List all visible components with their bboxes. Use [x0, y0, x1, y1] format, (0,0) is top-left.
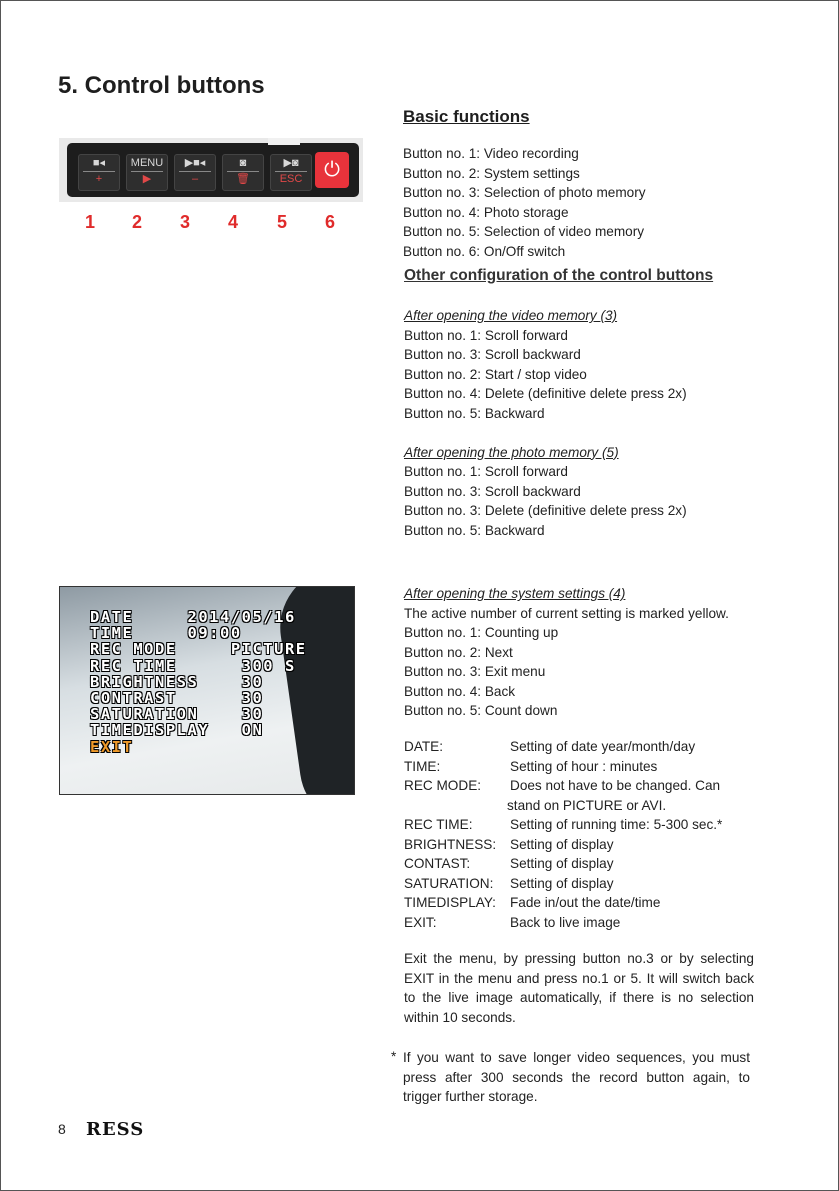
setting-key: TIMEDISPLAY: [404, 895, 496, 910]
photo-memory-icon: ▶◙ [283, 157, 299, 169]
setting-key: SATURATION: [404, 875, 494, 891]
list-item: Button no. 1: Video recording [403, 146, 579, 161]
system-settings-heading: After opening the system settings (4) [404, 586, 626, 601]
setting-key: REC MODE: [404, 778, 482, 793]
list-item: Button no. 4: Back [404, 683, 516, 699]
table-row [404, 913, 764, 933]
spacer [404, 423, 687, 443]
button-number-2: 2 [132, 212, 143, 232]
list-item: Button no. 5: Count down [404, 703, 558, 718]
setting-value: Setting of display [510, 836, 614, 852]
key-3 [174, 154, 216, 191]
list-item: The active number of current setting is marked yellow. [404, 605, 729, 621]
table-row [404, 874, 764, 894]
osd-row-date: DATE 2014/05/16 [90, 608, 296, 626]
setting-value: Fade in/out the date/time [510, 895, 661, 910]
osd-row-rec-mode: REC MODE PICTURE [90, 640, 307, 659]
plus-icon: + [95, 173, 103, 185]
key-divider [275, 171, 307, 172]
basic-functions-heading: Basic functions [403, 107, 530, 126]
table-row [404, 854, 764, 874]
photo-memory-heading: After opening the photo memory (5) [404, 444, 619, 460]
exit-paragraph: Exit the menu, by pressing button no.3 or by selecting EXIT in the menu and press no.1 or 5. It will switch back to the live image automatically, if there is no selection within 10 seconds. [404, 951, 754, 1026]
footnote-mark: * [391, 1049, 397, 1064]
table-row [404, 796, 764, 816]
setting-value: Setting of display [510, 875, 614, 891]
setting-value: stand on PICTURE or AVI. [507, 797, 667, 813]
brand-logo: RESS [86, 1119, 145, 1140]
control-panel-body [67, 143, 359, 197]
table-row [404, 737, 764, 757]
list-item: Button no. 2: Start / stop video [404, 366, 587, 382]
list-item: Button no. 1: Scroll forward [404, 327, 568, 343]
key-divider [227, 171, 259, 172]
video-memory-heading: After opening the video memory (3) [404, 308, 618, 323]
list-item: Button no. 3: Scroll backward [404, 483, 581, 499]
page-number: 8 [58, 1121, 66, 1137]
esc-label: ESC [279, 173, 303, 185]
setting-value: Back to live image [510, 914, 621, 930]
setting-value: Setting of display [510, 856, 614, 871]
power-icon: ⏻ [315, 152, 349, 188]
setting-key: TIME: [404, 758, 441, 774]
setting-value: Does not have to be changed. Can [510, 778, 721, 793]
list-item: Button no. 2: Next [404, 644, 513, 660]
list-item: Button no. 5: Backward [404, 405, 545, 421]
table-row [404, 815, 764, 835]
settings-table [404, 737, 764, 932]
button-number-3: 3 [180, 212, 191, 232]
osd-row-contrast: CONTRAST 30 [90, 688, 264, 707]
list-item: Button no. 3: Scroll backward [404, 347, 581, 362]
osd-row-brightness: BRIGHTNESS 30 [90, 672, 264, 691]
page-title: 5. Control buttons [58, 72, 265, 99]
button-number-5: 5 [277, 212, 288, 232]
list-item: Button no. 2: System settings [403, 165, 580, 181]
key-divider [179, 171, 211, 172]
list-item: Button no. 4: Photo storage [403, 204, 569, 220]
footnote: If you want to save longer video sequences, you must press after 300 seconds the record button again, to trigger further storage. [403, 1050, 750, 1105]
setting-key: DATE: [404, 739, 444, 754]
list-item: Button no. 3: Delete (definitive delete press 2x) [404, 503, 687, 518]
osd-row-timedisplay: TIMEDISPLAY ON [90, 721, 264, 740]
panel-tab [268, 138, 300, 145]
trash-icon: 🗑 [236, 173, 250, 185]
setting-value: Setting of running time: 5-300 sec.* [510, 817, 723, 832]
setting-value: Setting of hour : minutes [510, 758, 658, 774]
setting-key: CONTAST: [404, 856, 471, 871]
osd-row-saturation: SATURATION 30 [90, 705, 264, 724]
basic-functions-list [403, 144, 646, 261]
setting-key: REC TIME: [404, 817, 473, 832]
list-item: Button no. 4: Delete (definitive delete press 2x) [404, 386, 687, 401]
osd-row-time: TIME 09:00 [90, 624, 242, 643]
key-2 [126, 154, 168, 191]
control-panel-photo [59, 138, 363, 202]
key-4 [222, 154, 264, 191]
list-item: Button no. 6: On/Off switch [403, 243, 566, 259]
list-item: Button no. 3: Exit menu [404, 664, 546, 679]
list-item: Button no. 1: Counting up [404, 625, 559, 640]
key-divider [131, 171, 163, 172]
minus-icon: – [191, 173, 199, 185]
list-item: Button no. 5: Backward [404, 522, 545, 538]
table-row [404, 893, 764, 913]
table-row [404, 776, 764, 796]
menu-label: MENU [130, 157, 164, 169]
video-memory-list [404, 306, 687, 540]
play-icon: ▶ [142, 173, 152, 185]
camera-icon: ◙ [239, 157, 247, 169]
button-number-4: 4 [228, 212, 239, 232]
key-5 [270, 154, 312, 191]
table-row [404, 757, 764, 777]
menu-screen-photo [59, 586, 355, 795]
video-camera-icon: ■◂ [92, 157, 106, 169]
table-row [404, 835, 764, 855]
key-divider [83, 171, 115, 172]
list-item: Button no. 3: Selection of photo memory [403, 185, 646, 200]
setting-key: BRIGHTNESS: [404, 836, 497, 852]
setting-value: Setting of date year/month/day [510, 739, 696, 754]
list-item: Button no. 1: Scroll forward [404, 464, 568, 479]
other-config-heading: Other configuration of the control buttons [404, 267, 714, 284]
video-memory-icon: ▶■◂ [184, 157, 206, 169]
osd-row-rec-time: REC TIME 300 S [90, 656, 296, 675]
system-settings-list [404, 584, 729, 721]
key-1 [78, 154, 120, 191]
osd-menu [90, 609, 307, 755]
osd-row-exit: EXIT [90, 737, 134, 756]
list-item: Button no. 5: Selection of video memory [403, 224, 645, 239]
button-number-6: 6 [325, 212, 336, 232]
button-number-1: 1 [85, 212, 96, 232]
setting-key: EXIT: [404, 914, 437, 930]
